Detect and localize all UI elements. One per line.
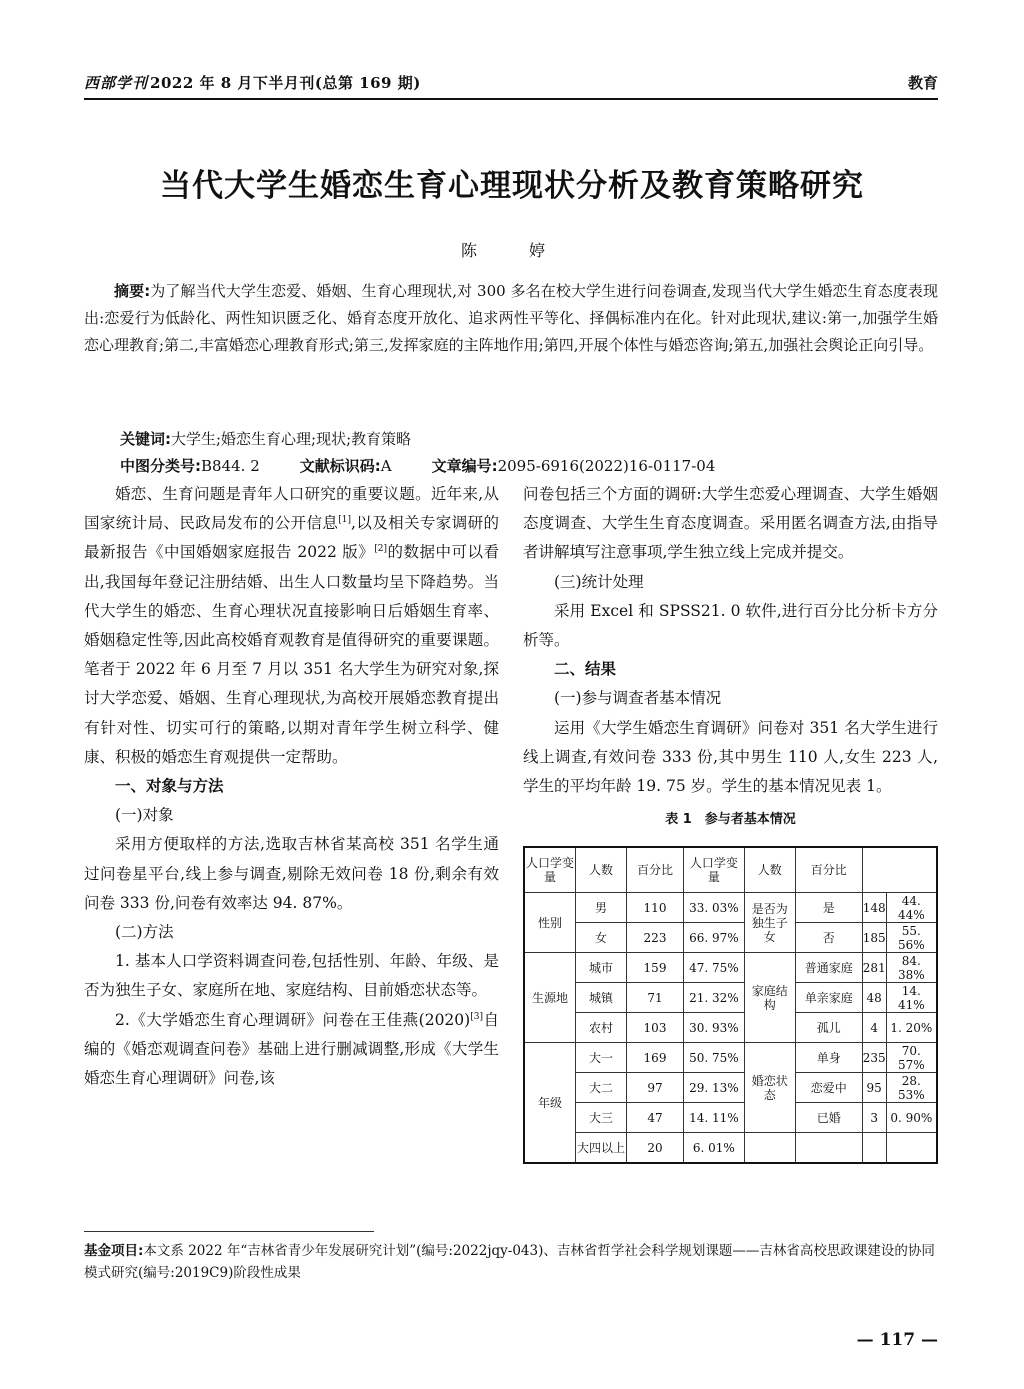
table-cell: 单亲家庭 (795, 983, 862, 1013)
method-2-text-b: 自编的《婚恋观调查问卷》基础上进行删减调整,形成《大学生婚恋生育心理调研》问卷,该 (84, 1010, 499, 1088)
table-cell: 农村 (576, 1013, 627, 1043)
table-cell: 33. 03% (684, 893, 745, 923)
table-cell: 14. 11% (684, 1103, 745, 1133)
intro-paragraph (84, 480, 499, 772)
article-meta (120, 426, 715, 480)
table-row (524, 953, 937, 983)
subjects-paragraph: 采用方便取样的方法,选取吉林省某高校 351 名学生通过问卷星平台,线上参与调查,剔除无效问卷 18 份,剩余有效问卷 333 份,问卷有效率达 94. 87%。 (84, 835, 499, 912)
table-cell: 婚恋状态 (744, 1043, 795, 1133)
table-row (524, 983, 937, 1013)
table-cell: 男 (576, 893, 627, 923)
table-header: 人数 (576, 847, 627, 893)
journal-logo: 西部学刊 (84, 74, 149, 92)
abstract-text: 为了解当代大学生恋爱、婚姻、生育心理现状,对 300 多名在校大学生进行问卷调查,发现当代大学生婚恋生育态度表现出:恋爱行为低龄化、两性知识匮乏化、婚育态度开放化、追求两性平等化、择偶标准内在化。针对此现状,建议:第一,加强学生婚恋心理教育;第二,丰富婚恋心理教育形式;第三,发挥家庭的主阵地作用;第四,开展个体性与婚恋咨询;第五,加强社会舆论正向引导。 (84, 282, 939, 354)
table-cell: 21. 32% (684, 983, 745, 1013)
table-cell: 48 (862, 983, 886, 1013)
table-cell: 47 (627, 1103, 684, 1133)
table-cell: 4 (862, 1013, 886, 1043)
table-cell: 95 (862, 1073, 886, 1103)
issue-info: 2022 年 8 月下半月刊(总第 169 期) (150, 74, 421, 92)
subheading-methods: (二)方法 (115, 923, 174, 942)
table-header: 人口学变量 (684, 847, 745, 893)
table-cell: 大三 (576, 1103, 627, 1133)
table-cell: 大四以上 (576, 1133, 627, 1164)
table-cell: 66. 97% (684, 923, 745, 953)
table-caption: 表 1 参与者基本情况 (665, 812, 796, 828)
table-cell: 城镇 (576, 983, 627, 1013)
table-cell: 家庭结构 (744, 953, 795, 1043)
author: 陈 婷 (460, 241, 563, 260)
ref-3: [3] (470, 1011, 483, 1022)
table-cell: 生源地 (524, 953, 576, 1043)
table-cell: 103 (627, 1013, 684, 1043)
clc-value: B844. 2 (201, 457, 260, 475)
table-row (524, 1103, 937, 1133)
table-cell: 84. 38% (886, 953, 937, 983)
funding-note (84, 1240, 938, 1284)
subheading-subjects: (一)对象 (115, 806, 174, 825)
table-cell: 女 (576, 923, 627, 953)
subheading-statistics: (三)统计处理 (554, 572, 644, 591)
right-column (523, 480, 938, 1164)
questionnaire-paragraph: 问卷包括三个方面的调研:大学生恋爱心理调查、大学生婚姻态度调查、大学生生育态度调查。采用匿名调查方法,由指导者讲解填写注意事项,学生独立线上完成并提交。 (523, 485, 938, 562)
table-cell (886, 1133, 937, 1164)
table-cell: 235 (862, 1043, 886, 1073)
table-cell: 城市 (576, 953, 627, 983)
table-cell: 年级 (524, 1043, 576, 1164)
table-cell: 普通家庭 (795, 953, 862, 983)
ref-1: [1] (338, 515, 352, 526)
table-cell: 已婚 (795, 1103, 862, 1133)
doccode-label: 文献标识码: (299, 457, 381, 475)
method-2-text-a: 2.《大学婚恋生育心理调研》问卷在王佳燕(2020) (115, 1010, 471, 1029)
participants-paragraph: 运用《大学生婚恋生育调研》问卷对 351 名大学生进行线上调查,有效问卷 333 份,其中男生 110 人,女生 223 人,学生的平均年龄 19. 75 岁。学生的基本情况见表 1。 (523, 718, 938, 796)
method-1-paragraph: 1. 基本人口学资料调查问卷,包括性别、年龄、年级、是否为独生子女、家庭所在地、家庭结构、目前婚恋状态等。 (84, 952, 499, 1000)
table-cell: 性别 (524, 893, 576, 953)
heading-results: 二、结果 (554, 660, 617, 679)
keywords-label: 关键词: (120, 430, 171, 448)
table-cell: 55. 56% (886, 923, 937, 953)
table-header: 人口学变量 (524, 847, 576, 893)
table-header: 百分比 (795, 847, 862, 893)
doccode-value: A (380, 457, 392, 475)
footnote-rule (84, 1231, 374, 1232)
table-cell: 281 (862, 953, 886, 983)
table-row (524, 1013, 937, 1043)
table-cell (795, 1133, 862, 1164)
article-title: 当代大学生婚恋生育心理现状分析及教育策略研究 (160, 168, 864, 204)
header-rule (84, 98, 938, 100)
table-cell: 否 (795, 923, 862, 953)
subheading-participants: (一)参与调查者基本情况 (554, 689, 722, 708)
table-cell: 71 (627, 983, 684, 1013)
table-cell: 28. 53% (886, 1073, 937, 1103)
funding-label: 基金项目: (84, 1243, 144, 1259)
keywords-text: 大学生;婚恋生育心理;现状;教育策略 (171, 430, 412, 448)
table-row (524, 923, 937, 953)
table-cell: 47. 75% (684, 953, 745, 983)
table-cell: 是 (795, 893, 862, 923)
table-cell: 6. 01% (684, 1133, 745, 1164)
heading-methods: 一、对象与方法 (115, 777, 224, 796)
articleno-value: 2095-6916(2022)16-0117-04 (497, 457, 716, 475)
table-cell: 30. 93% (684, 1013, 745, 1043)
table-cell: 孤儿 (795, 1013, 862, 1043)
table-cell: 3 (862, 1103, 886, 1133)
table-cell: 是否为独生子女 (744, 893, 795, 953)
journal-issue (84, 72, 421, 93)
table-cell: 97 (627, 1073, 684, 1103)
table-header: 人数 (744, 847, 795, 893)
table-header-row (524, 847, 937, 893)
table-cell: 0. 90% (886, 1103, 937, 1133)
table-cell: 50. 75% (684, 1043, 745, 1073)
intro-text-b: ,以及相关专家调研的最新报告《中国婚姻家庭报告 2022 版》 (84, 514, 499, 562)
table-cell: 单身 (795, 1043, 862, 1073)
table-cell (862, 1133, 886, 1164)
intro-text-c: 的数据中可以看出,我国每年登记注册结婚、出生人口数量均呈下降趋势。当代大学生的婚恋、生育心理状况直接影响日后婚姻生育率、婚姻稳定性等,因此高校婚育观教育是值得研究的重要课题。笔者于 2022 年 6 月至 7 月以 351 名大学生为研究对象,探讨大学恋爱、婚姻、生育心理现状,为高校开展婚恋教育提出有针对性、切实可行的策略,以期对青年学生树立科学、健康、积极的婚恋生育观提供一定帮助。 (84, 543, 499, 766)
table-cell: 1. 20% (886, 1013, 937, 1043)
table-row (524, 1133, 937, 1164)
page-number: — 117 — (856, 1330, 938, 1350)
table-cell: 185 (862, 923, 886, 953)
table-cell: 恋爱中 (795, 1073, 862, 1103)
articleno-label: 文章编号: (431, 457, 498, 475)
table-cell: 169 (627, 1043, 684, 1073)
section-name: 教育 (907, 74, 938, 92)
table-cell (744, 1133, 795, 1164)
table-cell: 20 (627, 1133, 684, 1164)
table-cell: 29. 13% (684, 1073, 745, 1103)
left-column (84, 480, 499, 1093)
table-cell: 大一 (576, 1043, 627, 1073)
statistics-paragraph: 采用 Excel 和 SPSS21. 0 软件,进行百分比分析卡方分析等。 (523, 601, 938, 650)
intro-text-a: 婚恋、生育问题是青年人口研究的重要议题。近年来,从国家统计局、民政局发布的公开信息 (84, 485, 499, 533)
participants-table (523, 846, 938, 1164)
table-cell: 159 (627, 953, 684, 983)
table-row (524, 1043, 937, 1073)
ref-2: [2] (374, 544, 387, 555)
table-cell: 70. 57% (886, 1043, 937, 1073)
table-cell: 44. 44% (886, 893, 937, 923)
table-row (524, 1073, 937, 1103)
table-cell: 148 (862, 893, 886, 923)
funding-text: 本文系 2022 年“吉林省青少年发展研究计划”(编号:2022jqy-043)、吉林省哲学社会科学规划课题——吉林省高校思政课建设的协同模式研究(编号:2019C9)阶段性成果 (84, 1243, 935, 1281)
table-cell: 大二 (576, 1073, 627, 1103)
abstract-label: 摘要: (114, 282, 151, 300)
method-2-paragraph (84, 1006, 499, 1094)
abstract (84, 278, 938, 359)
table-row (524, 893, 937, 923)
table-header: 百分比 (627, 847, 684, 893)
table-cell: 14. 41% (886, 983, 937, 1013)
clc-label: 中图分类号: (120, 457, 201, 475)
table-cell: 110 (627, 893, 684, 923)
table-cell: 223 (627, 923, 684, 953)
